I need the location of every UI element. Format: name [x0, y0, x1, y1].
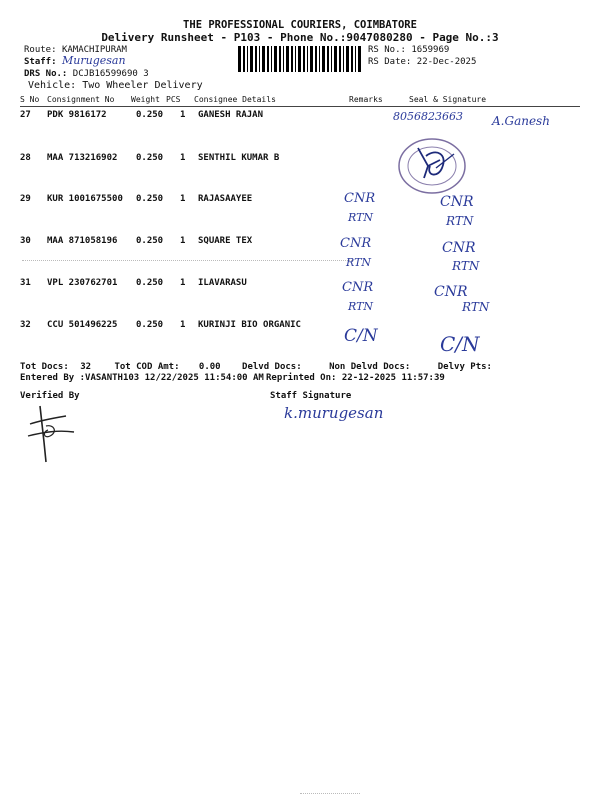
hand-rtn-seal-29: RTN — [446, 214, 474, 228]
route-value: KAMACHIPURAM — [61, 45, 127, 55]
row-30-consignee: SQUARE TEX — [198, 236, 253, 246]
barcode-bar — [262, 46, 265, 72]
row-29-weight: 0.250 — [136, 194, 164, 204]
rs-date-label: RS Date: — [368, 57, 412, 67]
hand-cnr-remark-29: CNR — [344, 191, 376, 206]
barcode-bar — [291, 46, 293, 72]
hand-cnr-remark-30: CNR — [340, 236, 372, 251]
col-remarks: Remarks — [349, 95, 383, 104]
verifier-signature — [24, 402, 84, 466]
drs-value: DCJB16599690 3 — [72, 69, 149, 79]
row-28-sno: 28 — [20, 153, 31, 163]
barcode-bar — [310, 46, 313, 72]
hand-cn-remark-32: C/N — [344, 326, 378, 346]
route-label: Route: — [24, 45, 57, 55]
col-sno: S No — [20, 95, 40, 104]
hand-cnr-seal-29: CNR — [440, 194, 474, 210]
rs-no-label: RS No.: — [368, 45, 406, 55]
barcode-bar — [315, 46, 317, 72]
row-30-weight: 0.250 — [136, 236, 164, 246]
reprinted-on: Reprinted On: 22-12-2025 11:57:39 — [266, 373, 445, 383]
barcode-bar — [355, 46, 356, 72]
barcode-bar — [343, 46, 344, 72]
header-rule — [20, 106, 580, 107]
row-27-pcs: 1 — [180, 110, 186, 120]
row-29-consignment: KUR 1001675500 — [47, 194, 123, 204]
barcode-bar — [331, 46, 332, 72]
row-27-consignee: GANESH RAJAN — [198, 110, 264, 120]
col-pcs: PCS — [166, 95, 181, 104]
hand-signature-row27: A.Ganesh — [492, 114, 550, 128]
barcode-bar — [295, 46, 296, 72]
barcode-bar — [319, 46, 320, 72]
hand-rtn-seal-31: RTN — [462, 300, 490, 314]
barcode — [238, 46, 362, 72]
barcode-bar — [298, 46, 301, 72]
row-32-weight: 0.250 — [136, 320, 164, 330]
barcode-bar — [279, 46, 281, 72]
row-32-consignment: CCU 501496225 — [47, 320, 118, 330]
barcode-bar — [243, 46, 245, 72]
tot-cod-value: 0.00 — [198, 362, 221, 372]
row-31-consignment: VPL 230762701 — [47, 278, 118, 288]
tot-cod-label: Tot COD Amt: — [114, 362, 180, 372]
delvy-pts-label: Delvy Pts: — [437, 362, 492, 372]
company-title: THE PROFESSIONAL COURIERS, COIMBATORE — [183, 19, 417, 31]
hand-rtn-remark-31: RTN — [348, 300, 374, 313]
barcode-bar — [307, 46, 308, 72]
barcode-bar — [255, 46, 257, 72]
hand-rtn-seal-30: RTN — [452, 259, 480, 273]
barcode-bar — [327, 46, 329, 72]
row-28-weight: 0.250 — [136, 153, 164, 163]
hand-cnr-seal-30: CNR — [442, 240, 476, 256]
entered-by: Entered By :VASANTH103 12/22/2025 11:54:00 AM — [20, 373, 264, 383]
scan-dash — [22, 260, 352, 261]
row-29-pcs: 1 — [180, 194, 186, 204]
tot-docs-label: Tot Docs: — [20, 362, 69, 372]
staff-handwritten-signature: k.murugesan — [284, 404, 384, 422]
courier-seal-stamp — [396, 138, 468, 198]
barcode-bar — [238, 46, 241, 72]
staff-signature-label: Staff Signature — [270, 391, 352, 401]
staff-label: Staff: — [24, 57, 57, 67]
non-delvd-docs-label: Non Delvd Docs: — [329, 362, 411, 372]
drs-field — [24, 69, 149, 79]
barcode-bar — [283, 46, 284, 72]
row-32-sno: 32 — [20, 320, 31, 330]
row-29-sno: 29 — [20, 194, 31, 204]
hand-rtn-remark-29: RTN — [348, 211, 374, 224]
row-31-pcs: 1 — [180, 278, 186, 288]
row-30-sno: 30 — [20, 236, 31, 246]
barcode-bar — [286, 46, 289, 72]
row-28-consignee: SENTHIL KUMAR B — [198, 153, 280, 163]
rs-no-value: 1659969 — [411, 45, 450, 55]
barcode-bar — [334, 46, 337, 72]
barcode-bar — [303, 46, 305, 72]
barcode-bar — [339, 46, 341, 72]
rs-date-value: 22-Dec-2025 — [416, 57, 477, 67]
runsheet-subtitle: Delivery Runsheet - P103 - Phone No.:9047080280 - Page No.:3 — [101, 31, 499, 44]
row-31-weight: 0.250 — [136, 278, 164, 288]
row-27-weight: 0.250 — [136, 110, 164, 120]
barcode-bar — [351, 46, 353, 72]
col-consignment: Consignment No — [47, 95, 115, 104]
hand-cnr-seal-31: CNR — [434, 284, 468, 300]
totals-line — [20, 362, 492, 372]
delvd-docs-label: Delvd Docs: — [242, 362, 302, 372]
row-27-consignment: PDK 9816172 — [47, 110, 107, 120]
drs-label: DRS No.: — [24, 69, 68, 79]
barcode-bar — [259, 46, 260, 72]
rs-date-field — [368, 57, 476, 67]
barcode-bar — [267, 46, 269, 72]
barcode-bar — [271, 46, 272, 72]
staff-handwritten-name: Murugesan — [62, 54, 126, 67]
barcode-bar — [250, 46, 253, 72]
row-29-consignee: RAJASAAYEE — [198, 194, 253, 204]
row-32-consignee: KURINJI BIO ORGANIC — [198, 320, 301, 330]
rs-no-field — [368, 45, 449, 55]
col-seal-signature: Seal & Signature — [409, 95, 487, 104]
row-27-sno: 27 — [20, 110, 31, 120]
row-30-consignment: MAA 871058196 — [47, 236, 118, 246]
barcode-bar — [322, 46, 325, 72]
barcode-bar — [274, 46, 277, 72]
row-32-pcs: 1 — [180, 320, 186, 330]
barcode-bar — [346, 46, 349, 72]
tot-docs-value: 32 — [80, 362, 92, 372]
row-31-sno: 31 — [20, 278, 31, 288]
row-31-consignee: ILAVARASU — [198, 278, 247, 288]
hand-rtn-remark-30: RTN — [346, 256, 372, 269]
barcode-bar — [358, 46, 361, 72]
hand-cnr-remark-31: CNR — [342, 280, 374, 295]
barcode-bar — [247, 46, 248, 72]
vehicle-field — [28, 80, 203, 91]
col-consignee: Consignee Details — [194, 95, 276, 104]
scan-mark — [300, 793, 360, 794]
vehicle-value: Two Wheeler Delivery — [82, 80, 203, 91]
row-28-consignment: MAA 713216902 — [47, 153, 118, 163]
row-30-pcs: 1 — [180, 236, 186, 246]
hand-cn-seal-32: C/N — [440, 332, 480, 356]
vehicle-label: Vehicle: — [28, 80, 77, 91]
row-28-pcs: 1 — [180, 153, 186, 163]
verified-by-label: Verified By — [20, 391, 80, 401]
hand-phone-number: 8056823663 — [393, 110, 463, 123]
col-weight: Weight — [131, 95, 160, 104]
